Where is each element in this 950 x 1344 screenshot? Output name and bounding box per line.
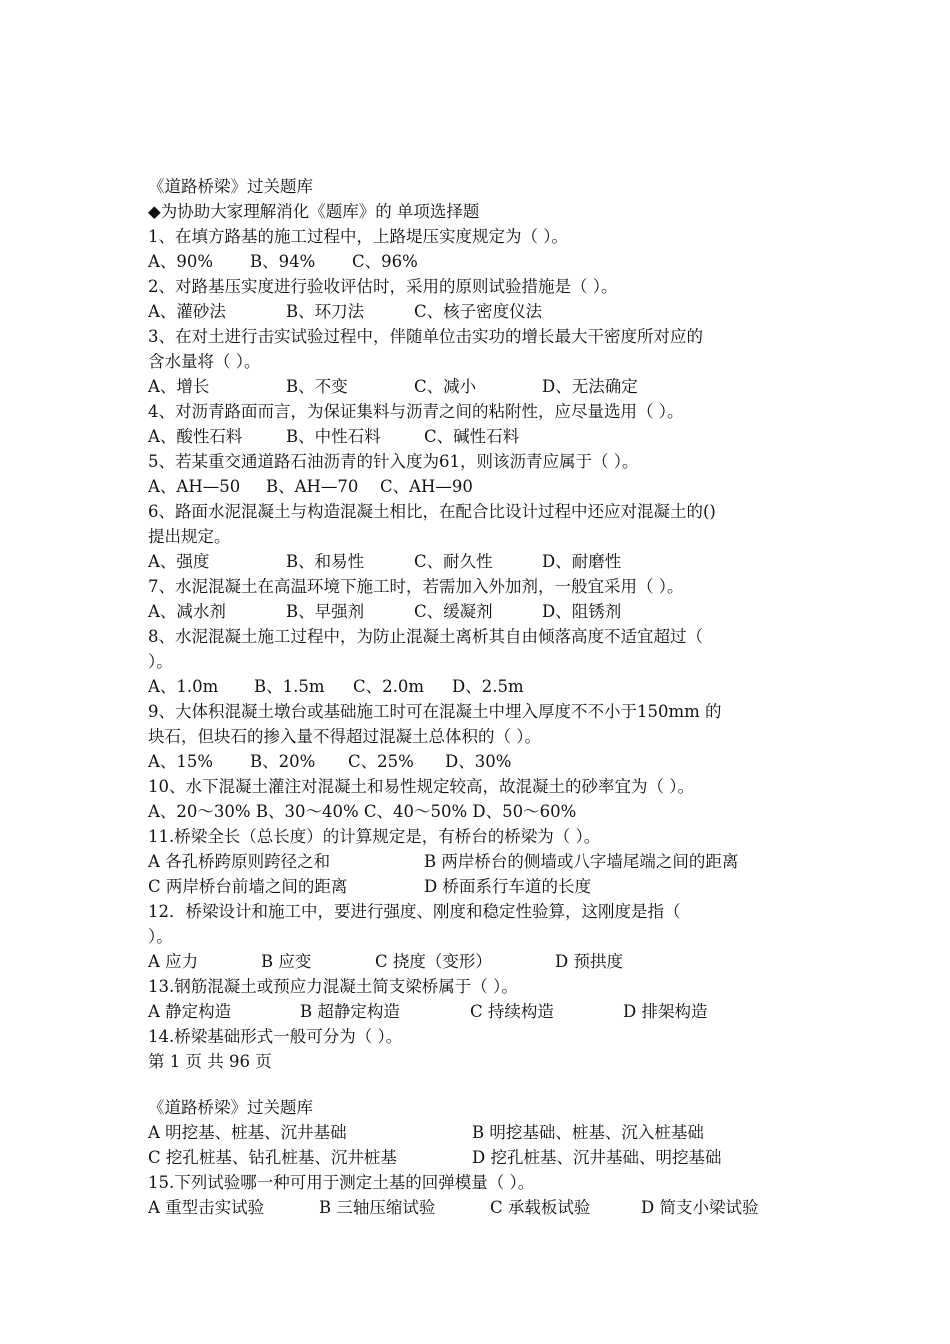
page-footer: 第 1 页 共 96 页 — [148, 1052, 272, 1071]
option-a: A 各孔桥跨原则跨径之和 — [148, 852, 331, 871]
option-c: C 挖孔桩基、钻孔桩基、沉井桩基 — [148, 1148, 397, 1167]
question-11: 11.桥梁全长（总长度）的计算规定是，有桥台的桥梁为（ ）。 — [148, 827, 601, 846]
option-a: A 应力 — [148, 952, 199, 971]
question-7: 7、水泥混凝土在高温环境下施工时，若需加入外加剂，一般宜采用（ ）。 — [148, 577, 684, 596]
question-3-line-1: 3、在对土进行击实试验过程中，伴随单位击实功的增长最大干密度所对应的 — [148, 327, 703, 346]
question-14: 14.桥梁基础形式一般可分为（ ）。 — [148, 1027, 403, 1046]
option-d: D 预拱度 — [555, 952, 623, 971]
option-b: B、AH—70 — [266, 477, 359, 496]
option-b: B 明挖基础、桩基、沉入桩基础 — [472, 1123, 704, 1142]
question-1: 1、在填方路基的施工过程中，上路堤压实度规定为（ ）。 — [148, 227, 568, 246]
option-b: B、中性石料 — [286, 427, 381, 446]
option-c: C、96% — [352, 252, 418, 271]
option-c: C 持续构造 — [470, 1002, 554, 1021]
page-2 — [148, 1095, 818, 1220]
option-d: D、2.5m — [452, 677, 524, 696]
option-b: B、早强剂 — [286, 602, 365, 621]
option-a: A、灌砂法 — [148, 302, 226, 321]
question-9-line-1: 9、大体积混凝土墩台或基础施工时可在混凝土中埋入厚度不不小于150mm 的 — [148, 702, 722, 721]
option-a: A、90% — [148, 252, 214, 271]
option-c: C、碱性石料 — [424, 427, 520, 446]
option-d: D、30% — [445, 752, 512, 771]
options-14-cd — [148, 1145, 818, 1170]
question-6-line-2: 提出规定。 — [148, 527, 231, 546]
page-header: 《道路桥梁》过关题库 — [148, 177, 313, 196]
option-b: B、1.5m — [254, 677, 325, 696]
option-b: B、94% — [250, 252, 316, 271]
option-d: D 排架构造 — [623, 1002, 708, 1021]
option-c: C、2.0m — [353, 677, 425, 696]
option-d: D、耐磨性 — [542, 552, 622, 571]
option-a: A、增长 — [148, 377, 210, 396]
options-11-ab — [148, 849, 818, 874]
option-a: A 重型击实试验 — [148, 1198, 265, 1217]
page-header: 《道路桥梁》过关题库 — [148, 1098, 313, 1117]
option-a: A、减水剂 — [148, 602, 226, 621]
question-6-line-1: 6、路面水泥混凝土与构造混凝土相比，在配合比设计过程中还应对混凝土的() — [148, 502, 716, 521]
question-10: 10、水下混凝土灌注对混凝土和易性规定较高，故混凝土的砂率宜为（ ）。 — [148, 777, 694, 796]
option-d: D、无法确定 — [542, 377, 638, 396]
option-a: A 静定构造 — [148, 1002, 232, 1021]
options-7 — [148, 599, 818, 624]
option-d: D 桥面系行车道的长度 — [424, 877, 591, 896]
option-a: A 明挖基、桩基、沉井基础 — [148, 1123, 347, 1142]
options-4 — [148, 424, 818, 449]
option-a: A、强度 — [148, 552, 210, 571]
option-a: A、1.0m — [148, 677, 219, 696]
options-8 — [148, 674, 818, 699]
option-c: C 挠度（变形） — [375, 952, 492, 971]
option-b: B 应变 — [261, 952, 312, 971]
question-8-line-1: 8、水泥混凝土施工过程中，为防止混凝土离析其自由倾落高度不适宜超过（ — [148, 627, 703, 646]
option-a: A、AH—50 — [148, 477, 241, 496]
option-b: B 超静定构造 — [300, 1002, 400, 1021]
options-1 — [148, 249, 818, 274]
option-d: D 简支小梁试验 — [641, 1198, 759, 1217]
question-5: 5、若某重交通道路石油沥青的针入度为61，则该沥青应属于（ ）。 — [148, 452, 639, 471]
option-c: C、减小 — [414, 377, 477, 396]
option-b: B 三轴压缩试验 — [319, 1198, 436, 1217]
question-13: 13.钢筋混凝土或预应力混凝土简支梁桥属于（ ）。 — [148, 977, 518, 996]
page-1 — [148, 174, 818, 1074]
section-intro: ◆为协助大家理解消化《题库》的 单项选择题 — [148, 202, 480, 221]
question-8-line-2: ）。 — [148, 652, 173, 671]
option-c: C、核子密度仪法 — [414, 302, 543, 321]
question-4: 4、对沥青路面而言，为保证集料与沥青之间的粘附性，应尽量选用（ ）。 — [148, 402, 684, 421]
options-3 — [148, 374, 818, 399]
option-c: C 两岸桥台前墙之间的距离 — [148, 877, 348, 896]
option-b: B、和易性 — [286, 552, 365, 571]
option-d: D、阻锈剂 — [542, 602, 622, 621]
options-2 — [148, 299, 818, 324]
options-13 — [148, 999, 818, 1024]
options-11-cd — [148, 874, 818, 899]
question-3-line-2: 含水量将（ ）。 — [148, 352, 261, 371]
question-2: 2、对路基压实度进行验收评估时，采用的原则试验措施是（ ）。 — [148, 277, 618, 296]
option-c: C、25% — [348, 752, 414, 771]
question-9-line-2: 块石，但块石的掺入量不得超过混凝土总体积的（ ）。 — [148, 727, 541, 746]
option-b: B、环刀法 — [286, 302, 365, 321]
question-15: 15.下列试验哪一种可用于测定土基的回弹模量（ ）。 — [148, 1173, 535, 1192]
option-d: D 挖孔桩基、沉井基础、明挖基础 — [472, 1148, 722, 1167]
question-12-line-1: 12．桥梁设计和施工中，要进行强度、刚度和稳定性验算，这刚度是指（ — [148, 902, 681, 921]
option-c: C、AH—90 — [380, 477, 473, 496]
options-10: A、20～30% B、30～40% C、40～50% D、50～60% — [148, 802, 577, 821]
option-a: A、15% — [148, 752, 214, 771]
option-a: A、酸性石料 — [148, 427, 243, 446]
options-6 — [148, 549, 818, 574]
options-12 — [148, 949, 818, 974]
question-12-line-2: ）。 — [148, 927, 173, 946]
option-b: B、20% — [250, 752, 316, 771]
option-c: C、耐久性 — [414, 552, 493, 571]
options-9 — [148, 749, 818, 774]
option-c: C、缓凝剂 — [414, 602, 493, 621]
option-b: B 两岸桥台的侧墙或八字墙尾端之间的距离 — [424, 852, 739, 871]
options-15 — [148, 1195, 818, 1220]
option-b: B、不变 — [286, 377, 348, 396]
options-14-ab — [148, 1120, 818, 1145]
options-5 — [148, 474, 818, 499]
option-c: C 承载板试验 — [490, 1198, 591, 1217]
